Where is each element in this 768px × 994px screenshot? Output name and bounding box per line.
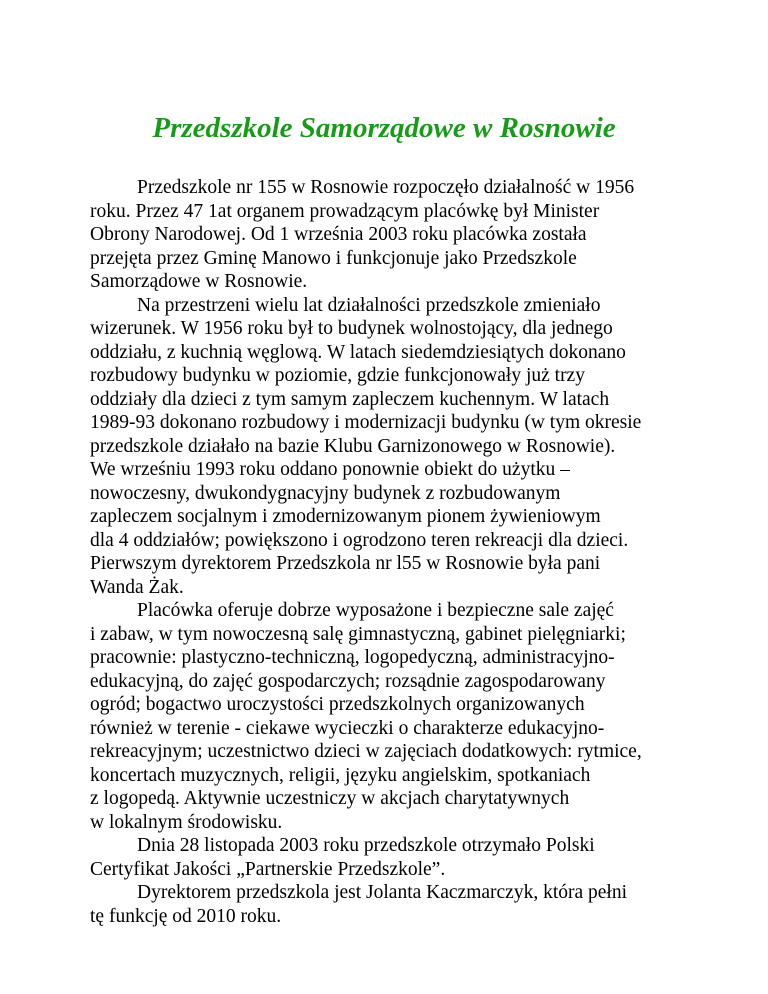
- paragraph-line: Pierwszym dyrektorem Przedszkola nr l55 w Rosnowie była pani: [90, 553, 601, 574]
- paragraph-line: koncertach muzycznych, religii, języku angielskim, spotkaniach: [90, 764, 591, 786]
- paragraph-line: Wanda Żak.: [90, 576, 184, 598]
- paragraph-line: Samorządowe w Rosnowie.: [90, 271, 308, 292]
- paragraph-line: przedszkole działało na bazie Klubu Garnizonowego w Rosnowie).: [90, 435, 616, 457]
- paragraph-line: nowoczesny, dwukondygnacyjny budynek z rozbudowanym: [90, 482, 561, 504]
- paragraph-line: oddziały dla dzieci z tym samym zapleczem kuchennym. W latach: [90, 388, 610, 410]
- paragraph-line: rozbudowy budynku w poziomie, gdzie funkcjonowały już trzy: [90, 365, 585, 386]
- paragraph-line: rekreacyjnym; uczestnictwo dzieci w zajęciach dodatkowych: rytmice,: [90, 741, 642, 762]
- paragraph-line: oddziału, z kuchnią węglową. W latach siedemdziesiątych dokonano: [90, 341, 626, 363]
- paragraph-line: Certyfikat Jakości „Partnerskie Przedszkole”.: [90, 858, 446, 880]
- paragraph-line: 1989-93 dokonano rozbudowy i modernizacji budynku (w tym okresie: [90, 412, 642, 433]
- paragraph-line: Placówka oferuje dobrze wyposażone i bezpieczne sale zajęć: [137, 600, 614, 621]
- paragraph-line: wizerunek. W 1956 roku był to budynek wolnostojący, dla jednego: [90, 318, 613, 339]
- paragraph-line: przejęta przez Gminę Manowo i funkcjonuje jako Przedszkole: [90, 247, 577, 269]
- paragraph-line: Na przestrzeni wielu lat działalności przedszkole zmieniało: [137, 294, 601, 316]
- paragraph-line: w lokalnym środowisku.: [90, 811, 283, 833]
- document-body: [90, 176, 690, 928]
- paragraph-line: dla 4 oddziałów; powiększono i ogrodzono teren rekreacji dla dzieci.: [90, 529, 629, 551]
- paragraph-line: z logopedą. Aktywnie uczestniczy w akcjach charytatywnych: [90, 788, 570, 809]
- paragraph-line: Przedszkole nr 155 w Rosnowie rozpoczęło działalność w 1956: [137, 177, 635, 198]
- paragraph-line: również w terenie - ciekawe wycieczki o charakterze edukacyjno-: [90, 717, 605, 739]
- paragraph-line: roku. Przez 47 1at organem prowadzącym placówkę był Minister: [90, 200, 600, 222]
- paragraph-line: edukacyjną, do zajęć gospodarczych; rozsądnie zagospodarowany: [90, 670, 606, 692]
- paragraph-line: tę funkcję od 2010 roku.: [90, 905, 282, 927]
- paragraph-line: Obrony Narodowej. Od 1 września 2003 roku placówka została: [90, 224, 587, 245]
- paragraph-line: pracownie: plastyczno-techniczną, logopedyczną, administracyjno-: [90, 647, 615, 668]
- paragraph-line: Dyrektorem przedszkola jest Jolanta Kaczmarczyk, która pełni: [137, 882, 628, 903]
- document-title: Przedszkole Samorządowe w Rosnowie: [152, 112, 616, 144]
- paragraph-line: zapleczem socjalnym i zmodernizowanym pionem żywieniowym: [90, 506, 601, 527]
- paragraph-line: i zabaw, w tym nowoczesną salę gimnastyczną, gabinet pielęgniarki;: [90, 623, 626, 645]
- paragraph-line: Dnia 28 listopada 2003 roku przedszkole otrzymało Polski: [137, 835, 595, 856]
- paragraph-line: ogród; bogactwo uroczystości przedszkolnych organizowanych: [90, 694, 585, 715]
- paragraph-line: We wrześniu 1993 roku oddano ponownie obiekt do użytku –: [90, 459, 570, 480]
